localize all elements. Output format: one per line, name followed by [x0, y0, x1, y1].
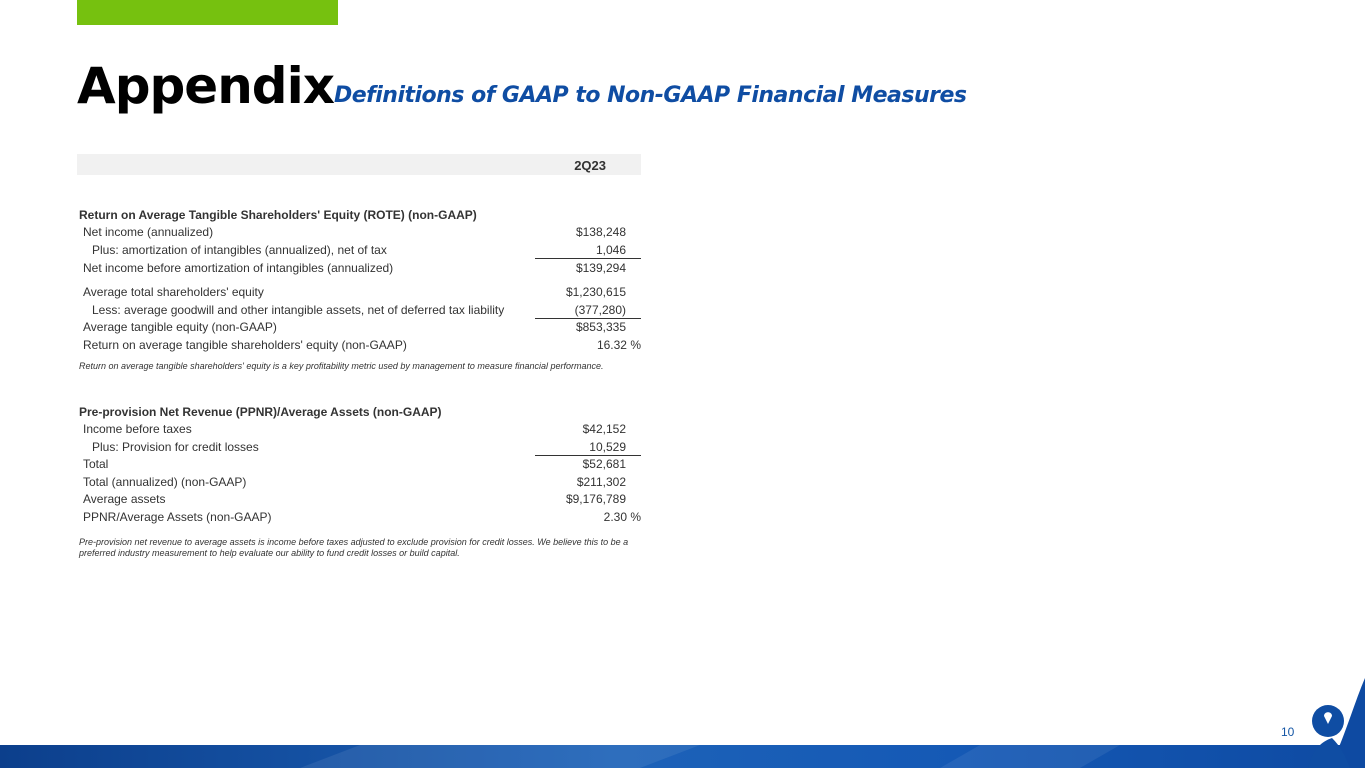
row-value: $52,681	[582, 457, 626, 471]
row-label: Average total shareholders' equity	[83, 285, 264, 299]
row-label: Average tangible equity (non-GAAP)	[83, 320, 277, 334]
row-value: $9,176,789	[565, 492, 626, 506]
subtotal-rule	[535, 258, 641, 259]
row-value: (377,280)	[574, 303, 626, 317]
ampersand-logo-icon	[1290, 676, 1365, 768]
row-label: Less: average goodwill and other intangible assets, net of deferred tax liability	[92, 303, 505, 317]
table-row	[77, 319, 641, 336]
table-row	[77, 509, 641, 526]
table-row	[77, 439, 641, 456]
row-label: Net income (annualized)	[83, 225, 214, 239]
row-value: 10,529	[589, 440, 626, 454]
table-row	[77, 260, 641, 277]
page-number: 10	[1281, 725, 1295, 739]
table-row	[77, 337, 641, 354]
table-row	[77, 242, 641, 259]
rote-footnote: Return on average tangible shareholders' equity is a key profitability metric used by management to measure financial performance.	[79, 361, 604, 371]
row-label: Plus: Provision for credit losses	[92, 440, 259, 454]
table-header	[77, 154, 641, 175]
table-row	[77, 224, 641, 241]
row-label: Income before taxes	[83, 422, 192, 436]
row-value: $42,152	[582, 422, 626, 436]
table-row	[77, 456, 641, 473]
row-label: Total (annualized) (non-GAAP)	[83, 475, 247, 489]
ppnr-footnote: Pre-provision net revenue to average assets is income before taxes adjusted to exclude provision for credit losses. We believe this to be a preferred industry measurement to help evaluate our ability to fund credit losses or build capital.	[79, 537, 629, 558]
row-value: 1,046	[595, 243, 626, 257]
row-value: 2.30 %	[603, 510, 641, 524]
ppnr-section-heading	[77, 404, 641, 421]
row-label: Plus: amortization of intangibles (annualized), net of tax	[92, 243, 387, 257]
table-row	[77, 284, 641, 301]
table-row	[77, 302, 641, 319]
row-value: $139,294	[575, 261, 626, 275]
rote-section-heading	[77, 207, 641, 224]
page-title: Appendix	[77, 57, 334, 115]
row-value: $211,302	[576, 475, 626, 489]
row-value: $853,335	[575, 320, 626, 334]
accent-bar	[77, 0, 338, 25]
footer-band	[0, 745, 1365, 768]
row-label: Total	[83, 457, 109, 471]
table-row	[77, 474, 641, 491]
row-label: PPNR/Average Assets (non-GAAP)	[83, 510, 272, 524]
row-value: $1,230,615	[565, 285, 626, 299]
section-heading: Pre-provision Net Revenue (PPNR)/Average Assets (non-GAAP)	[79, 405, 442, 419]
row-value: $138,248	[575, 225, 626, 239]
period-column-header: 2Q23	[574, 158, 606, 173]
table-row	[77, 421, 641, 438]
page-subtitle: Definitions of GAAP to Non-GAAP Financial Measures	[334, 83, 967, 108]
row-value: 16.32 %	[596, 338, 641, 352]
table-row	[77, 491, 641, 508]
row-label: Average assets	[83, 492, 166, 506]
section-heading: Return on Average Tangible Shareholders' Equity (ROTE) (non-GAAP)	[79, 208, 477, 222]
row-label: Net income before amortization of intangibles (annualized)	[83, 261, 394, 275]
row-label: Return on average tangible shareholders' equity (non-GAAP)	[83, 338, 407, 352]
